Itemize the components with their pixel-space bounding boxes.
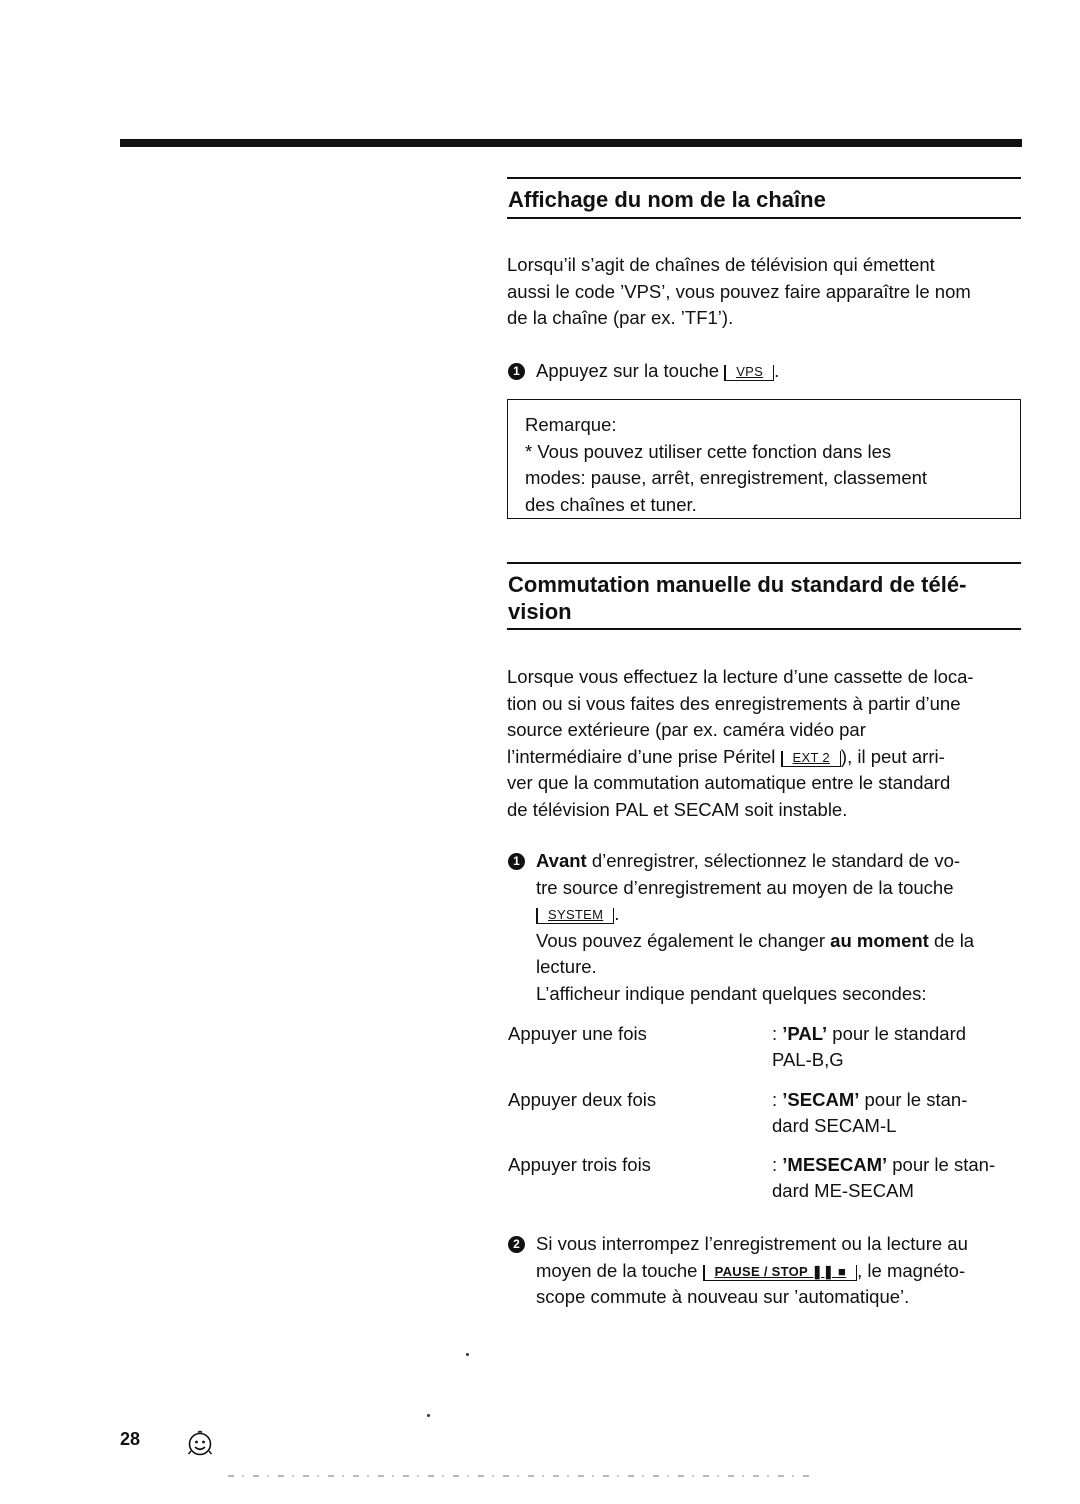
step-number-icon: 2	[508, 1236, 525, 1253]
page-number: 28	[120, 1429, 141, 1449]
text-span: dard ME-SECAM	[772, 1180, 914, 1201]
section-rule-top	[507, 562, 1021, 564]
section-rule-bottom	[507, 628, 1021, 630]
bold-text: ’SECAM’	[782, 1089, 860, 1110]
instruction-step	[508, 848, 1022, 1007]
title-line: Commutation manuelle du standard de télé-	[508, 572, 967, 597]
bold-text: Avant	[536, 850, 587, 871]
text-line: ver que la commutation automatique entre le standard	[507, 772, 951, 793]
note-line: Remarque:	[525, 414, 617, 435]
note-line: modes: pause, arrêt, enregistrement, classement	[525, 467, 928, 488]
table-cell-result	[772, 1087, 1022, 1139]
text-span: pour le stan-	[859, 1089, 968, 1110]
step-line: tre source d’enregistrement au moyen de la touche	[536, 876, 954, 898]
smiley-face-icon	[185, 1429, 215, 1459]
text-span: :	[772, 1089, 783, 1110]
text-span: PAL-B,G	[772, 1049, 844, 1070]
text-span: .	[614, 903, 620, 924]
text-span: dard SECAM-L	[772, 1115, 897, 1136]
text-line	[507, 744, 1022, 771]
note-line: * Vous pouvez utiliser cette fonction dans les	[525, 440, 892, 462]
step-line	[536, 848, 1022, 875]
text-span: :	[772, 1023, 783, 1044]
section-title	[508, 571, 1023, 625]
step-punct: .	[774, 360, 780, 381]
bold-text: ’MESECAM’	[782, 1154, 888, 1175]
text-span: pour le standard	[827, 1023, 967, 1044]
step-number-icon: 1	[508, 853, 525, 870]
step-text: Appuyez sur la touche	[536, 360, 720, 381]
step-line: L’afficheur indique pendant quelques secondes:	[536, 982, 927, 1004]
text-line: tion ou si vous faites des enregistrements à partir d’une	[507, 692, 961, 714]
top-rule	[120, 139, 1022, 147]
scan-speck	[427, 1414, 430, 1417]
scan-speck	[466, 1353, 469, 1356]
text-line: source extérieure (par ex. caméra vidéo par	[507, 719, 866, 740]
step-line: Si vous interrompez l’enregistrement ou la lecture au	[536, 1233, 968, 1254]
system-key-icon: SYSTEM	[536, 908, 614, 924]
text-span: l’intermédiaire d’une prise Péritel	[507, 745, 776, 767]
vps-key-icon: VPS	[724, 365, 774, 381]
text-line: de la chaîne (par ex. ’TF1’).	[507, 307, 734, 328]
table-cell-action: Appuyer deux fois	[508, 1089, 657, 1110]
section-title: Affichage du nom de la chaîne	[508, 187, 826, 212]
section-rule-top	[507, 177, 1021, 179]
note-box	[507, 399, 1021, 519]
instruction-step	[508, 358, 1022, 385]
note-line: des chaînes et tuner.	[525, 493, 697, 515]
step-line	[536, 901, 1022, 928]
text-span: , le magnéto-	[857, 1259, 966, 1281]
table-cell-action: Appuyer une fois	[508, 1023, 647, 1044]
text-span: :	[772, 1154, 783, 1175]
bold-text: au moment	[830, 929, 929, 951]
text-span: ), il peut arri-	[840, 745, 945, 767]
text-span: pour le stan-	[887, 1154, 996, 1175]
pause-stop-key-icon: PAUSE / STOP ❚❚ ■	[703, 1265, 858, 1281]
table-cell-result	[772, 1021, 1022, 1073]
text-line: Lorsqu’il s’agit de chaînes de télévision qui émettent	[507, 254, 935, 275]
instruction-step	[508, 1231, 1022, 1311]
ext2-key-icon: EXT 2	[781, 751, 841, 767]
body-paragraph	[507, 664, 1022, 823]
text-line: Lorsque vous effectuez la lecture d’une cassette de loca-	[507, 666, 974, 687]
step-line: lecture.	[536, 956, 597, 977]
step-number-icon: 1	[508, 363, 525, 380]
text-line: de télévision PAL et SECAM soit instable.	[507, 798, 848, 820]
step-line	[536, 928, 1022, 955]
intro-paragraph	[507, 252, 1022, 332]
title-line: vision	[508, 599, 572, 624]
text-span: de la	[928, 929, 975, 951]
text-span: moyen de la touche	[536, 1259, 698, 1281]
text-span: d’enregistrer, sélectionnez le standard de vo-	[586, 850, 961, 871]
step-line	[536, 1258, 1022, 1285]
section-rule-bottom	[507, 217, 1021, 219]
text-span: Vous pouvez également le changer	[536, 929, 831, 951]
text-line: aussi le code ’VPS’, vous pouvez faire apparaître le nom	[507, 280, 971, 302]
table-cell-action: Appuyer trois fois	[508, 1154, 651, 1175]
step-line: scope commute à nouveau sur ’automatique’.	[536, 1286, 910, 1307]
table-cell-result	[772, 1152, 1022, 1204]
scan-noise	[228, 1475, 813, 1477]
bold-text: ’PAL’	[782, 1023, 828, 1044]
